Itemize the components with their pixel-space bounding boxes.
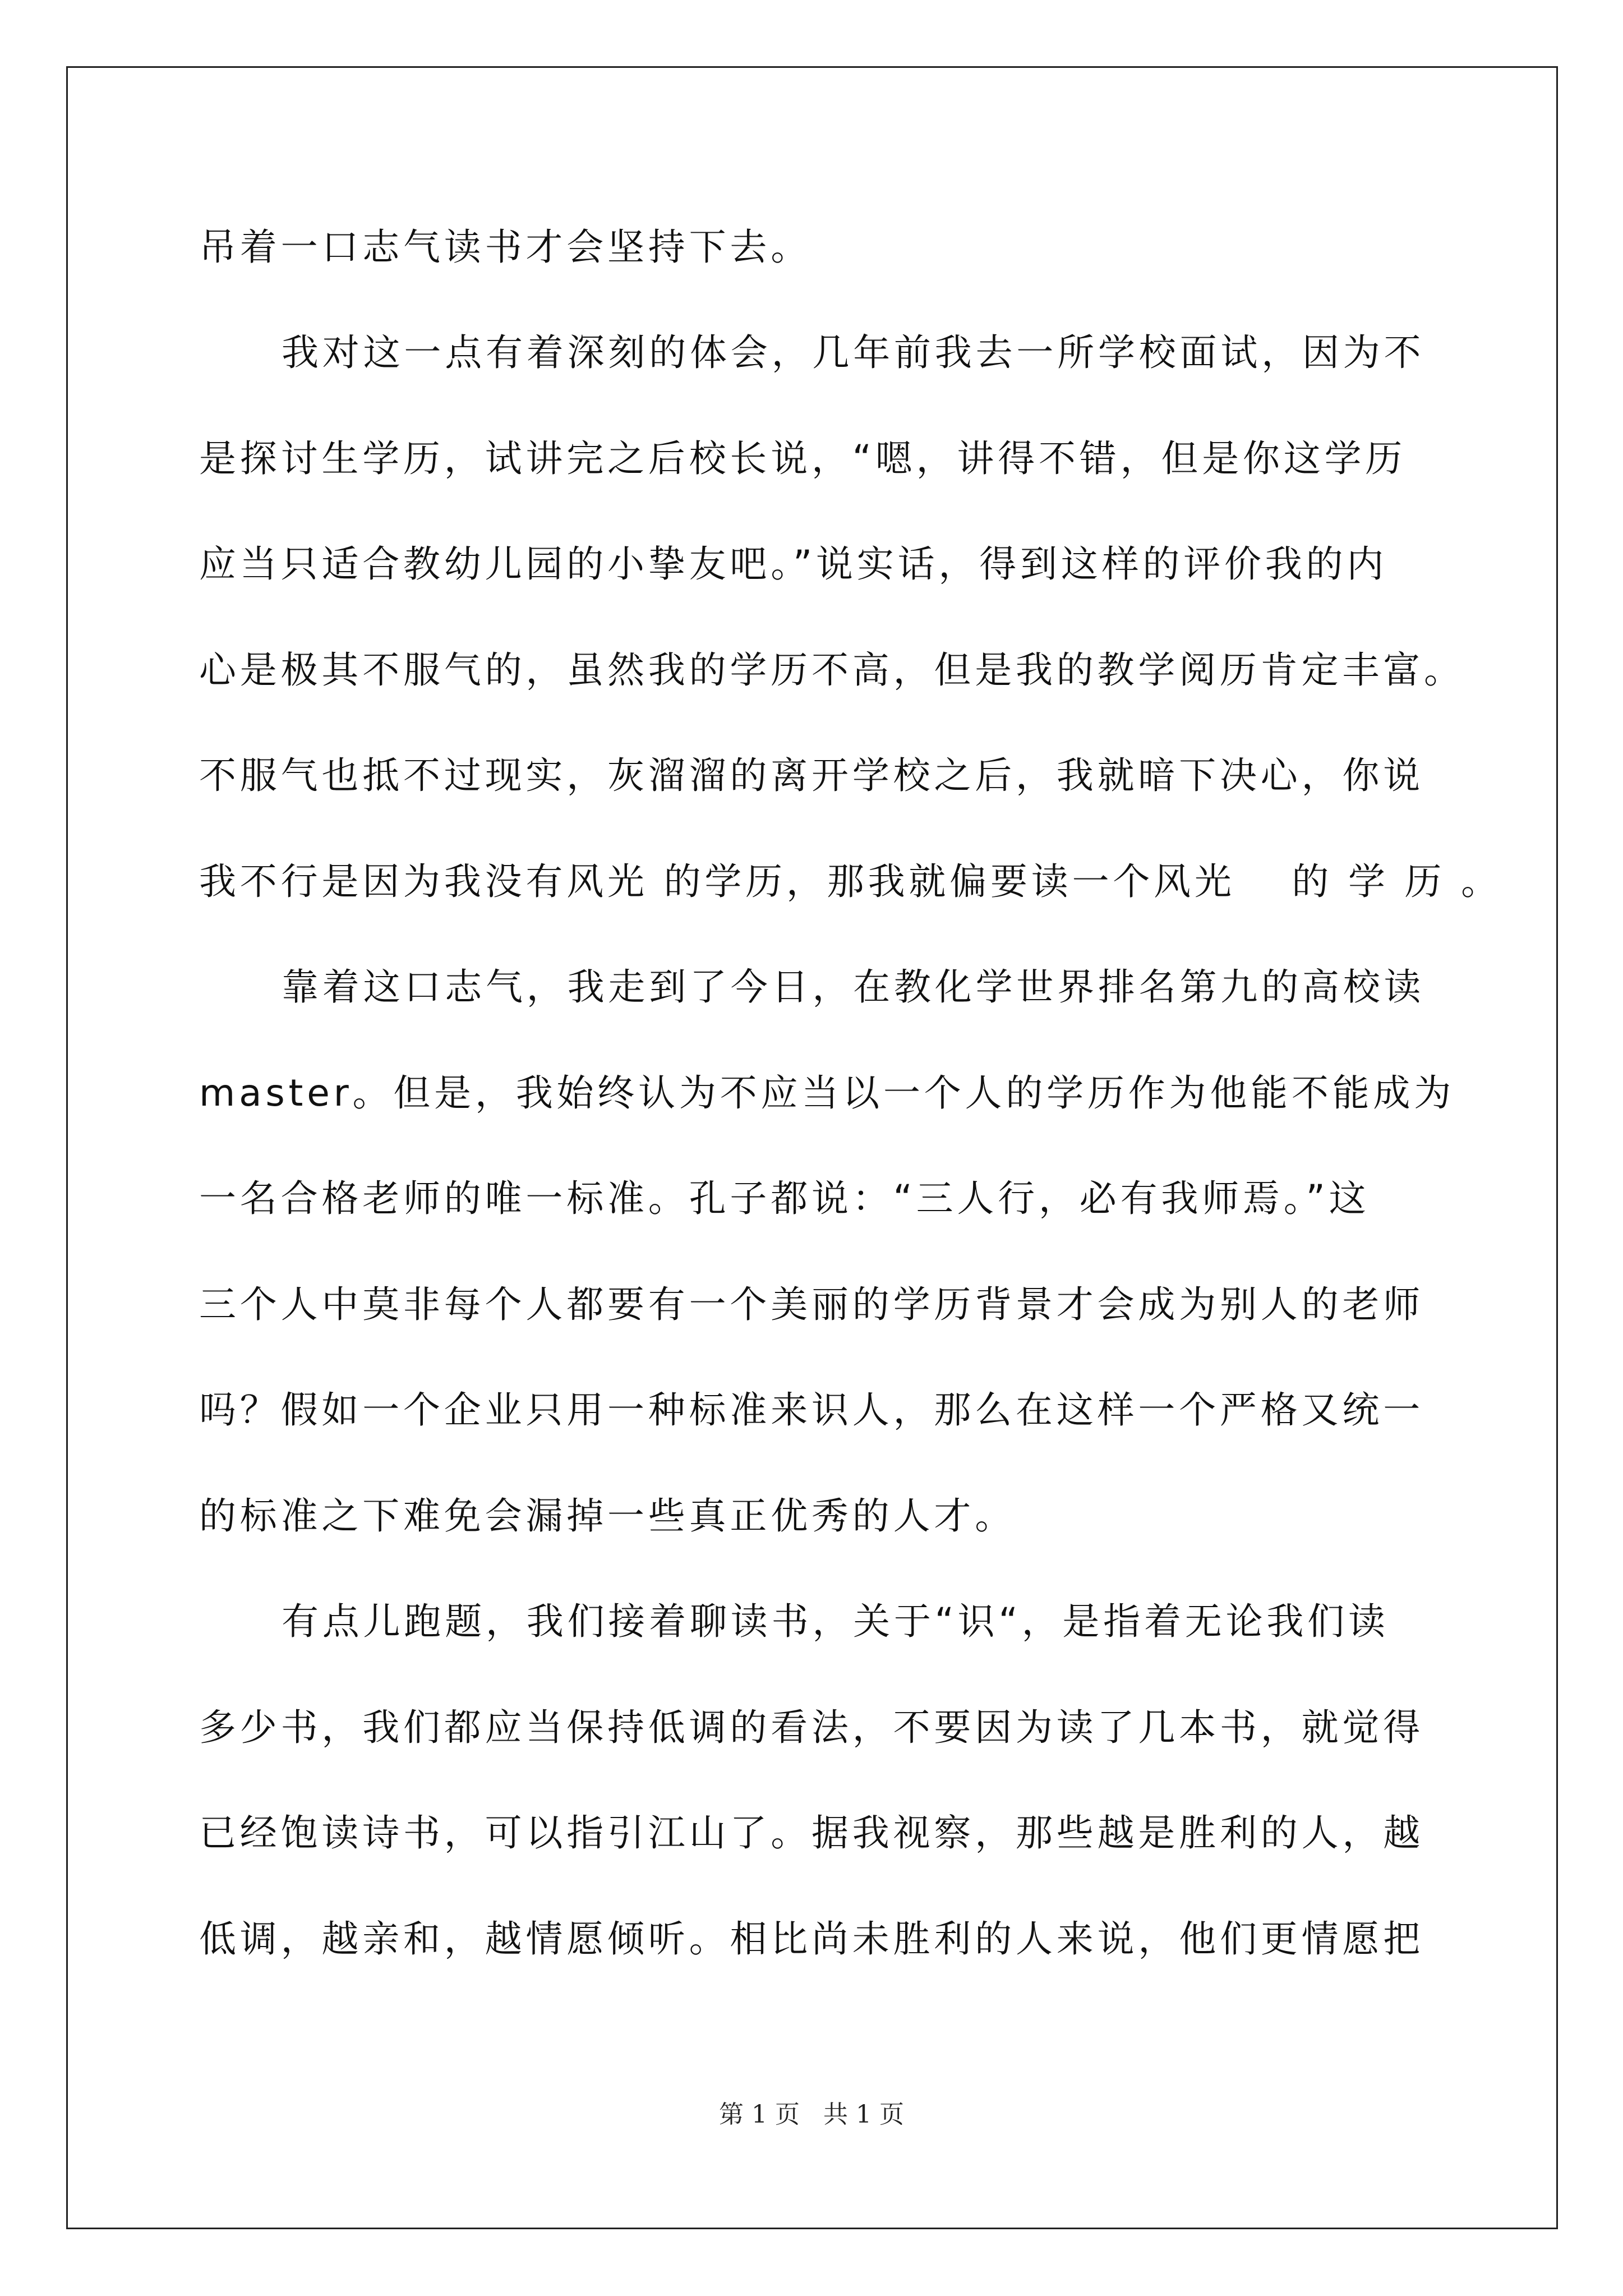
text-line: 吊着一口志气读书才会坚持下去。	[199, 226, 811, 269]
page-total: 共 1 页	[823, 2100, 904, 2129]
paragraph-start-line: 我对这一点有着深刻的体会，几年前我去一所学校面试，因为不	[282, 331, 1425, 374]
page-number: 第 1 页	[719, 2100, 800, 2129]
text-line: 应当只适合教幼儿园的小挚友吧。”说实话，得到这样的评价我的内	[199, 542, 1388, 586]
text-line: 是探讨生学历，试讲完之后校长说，“嗯，讲得不错，但是你这学历	[199, 437, 1407, 480]
paragraph-start-line: 靠着这口志气，我走到了今日，在教化学世界排名第九的高校读	[282, 965, 1425, 1009]
text-line: master。但是，我始终认为不应当以一个人的学历作为他能不能成为	[199, 1071, 1455, 1115]
paragraph-start-line: 有点儿跑题，我们接着聊读书，关于“识“，是指着无论我们读	[282, 1600, 1389, 1643]
text-line: 多少书，我们都应当保持低调的看法，不要因为读了几本书，就觉得	[199, 1706, 1424, 1749]
text-line: 不服气也抵不过现实，灰溜溜的离开学校之后，我就暗下决心，你说	[199, 754, 1424, 797]
text-line: 心是极其不服气的，虽然我的学历不高，但是我的教学阅历肯定丰富。	[199, 648, 1465, 692]
page-footer	[0, 2098, 1623, 2132]
text-line: 低调，越亲和，越情愿倾听。相比尚未胜利的人来说，他们更情愿把	[199, 1917, 1424, 1961]
text-line: 三个人中莫非每个人都要有一个美丽的学历背景才会成为别人的老师	[199, 1283, 1424, 1326]
text-line: 的标准之下难免会漏掉一些真正优秀的人才。	[199, 1494, 1016, 1538]
text-line: 一名合格老师的唯一标准。孔子都说：“三人行，必有我师焉。”这	[199, 1177, 1370, 1220]
page-border	[66, 66, 1558, 2229]
text-line: 我不行是因为我没有风光 的学历，那我就偏要读一个风光 的 学 历 。	[199, 860, 1502, 903]
text-line: 已经饱读诗书，可以指引江山了。据我视察，那些越是胜利的人，越	[199, 1811, 1424, 1855]
text-line: 吗？假如一个企业只用一种标准来识人，那么在这样一个严格又统一	[199, 1388, 1424, 1432]
